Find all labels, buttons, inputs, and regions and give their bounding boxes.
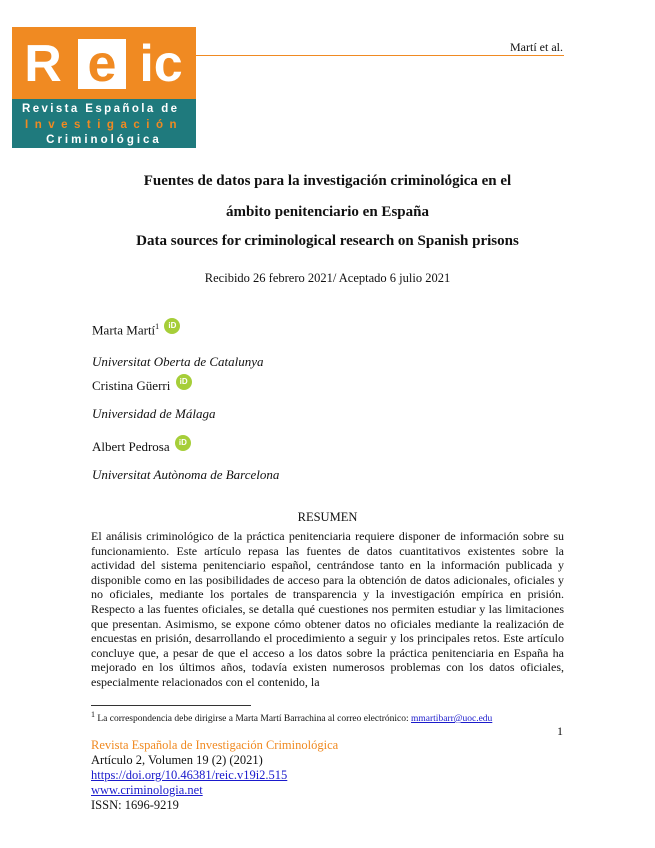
author-pedrosa — [92, 439, 191, 455]
doi-link[interactable]: https://doi.org/10.46381/reic.v19i2.515 — [91, 768, 288, 782]
title-spanish-line-1: Fuentes de datos para la investigación criminológica en el — [143, 173, 512, 189]
footnote-rule — [91, 705, 251, 706]
footnote — [91, 710, 492, 724]
abstract-text: El análisis criminológico de la práctica penitenciaria requiere disponer de información sobre su funcionamiento. Este artículo repasa las fuentes de datos cuantitativos existentes sobre la actividad del sistema penitenciario español, centrándose tanto en la información publicada y disponible como en las posibilidades de acceso para la obtención de datos adicionales, oficiales y no oficiales, mediante los portales de transparencia y la investigación empírica en prisión. Respecto a las fuentes oficiales, se detalla qué cuestiones nos permiten estudiar y las limitaciones que presentan. Asimismo, se expone cómo obtener datos no oficiales mediante la realización de encuestas en prisión, desarrollando el procedimiento a seguir y los principales retos. Este artículo concluye que, a pesar de que el acceso a los datos sobre la práctica penitenciaria en España ha mejorado en los últimos años, todavía existen numerosos problemas con los datos oficiales, especialmente relacionados con el contenido, la — [91, 529, 564, 689]
orcid-icon[interactable]: iD — [175, 435, 191, 451]
author-name: Albert Pedrosa — [92, 439, 170, 454]
affiliation-marti: Universitat Oberta de Catalunya — [92, 354, 264, 369]
journal-name: Revista Española de Investigación Criminológica — [91, 738, 339, 752]
orcid-icon[interactable]: iD — [164, 318, 180, 334]
journal-volume: Artículo 2, Volumen 19 (2) (2021) — [91, 753, 263, 767]
logo-line-1: Revista Española de — [22, 103, 180, 115]
author-guerri — [92, 378, 192, 394]
website-link[interactable]: www.criminologia.net — [91, 783, 203, 797]
affiliation-pedrosa: Universitat Autònoma de Barcelona — [92, 467, 280, 482]
author-name: Cristina Güerri — [92, 378, 171, 393]
header-rule — [196, 55, 564, 56]
page-number: 1 — [557, 724, 563, 738]
title-english: Data sources for criminological research on Spanish prisons — [136, 233, 519, 249]
received-accepted-dates: Recibido 26 febrero 2021/ Aceptado 6 julio 2021 — [204, 271, 451, 285]
logo-letter-e: e — [78, 39, 126, 89]
journal-issn: ISSN: 1696-9219 — [91, 798, 179, 812]
logo-line-3: Criminológica — [46, 134, 162, 146]
title-spanish — [60, 166, 595, 228]
author-name: Marta Martí — [92, 322, 156, 338]
footnote-text: La correspondencia debe dirigirse a Marta Martí Barrachina al correo electrónico: — [95, 714, 411, 725]
title-spanish-line-2: ámbito penitenciario en España — [226, 204, 429, 220]
abstract-heading: RESUMEN — [297, 510, 358, 524]
logo-letter-ic: ic — [139, 35, 183, 93]
author-marti — [92, 322, 180, 338]
logo-line-2: Investigación — [25, 119, 183, 131]
affiliation-guerri: Universidad de Málaga — [92, 406, 216, 421]
footnote-marker: 1 — [155, 322, 160, 331]
logo-letter-r: R — [24, 35, 62, 93]
footnote-number: 1 — [91, 710, 95, 719]
footnote-email-link[interactable]: mmartibarr@uoc.edu — [411, 714, 493, 725]
running-head: Martí et al. — [510, 40, 563, 54]
orcid-icon[interactable]: iD — [176, 374, 192, 390]
journal-logo — [12, 27, 196, 148]
